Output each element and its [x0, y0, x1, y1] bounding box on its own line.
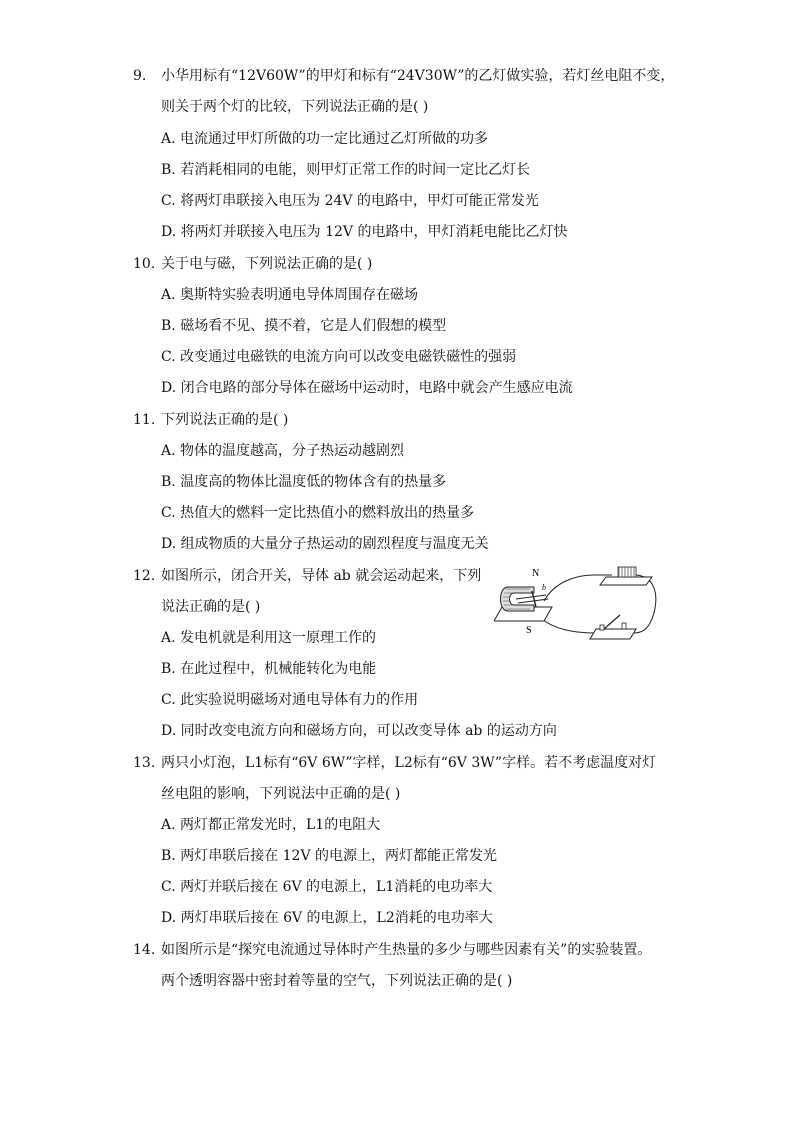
north-pole-label: N	[532, 568, 540, 579]
south-pole-label: S	[526, 625, 532, 636]
question-number: 14.	[133, 942, 156, 958]
question-number: 11.	[133, 412, 156, 428]
option-b: B. 在此过程中，机械能转化为电能	[161, 661, 377, 677]
option-c: C. 热值大的燃料一定比热值小的燃料放出的热量多	[161, 505, 475, 521]
question-stem-line: 如图所示，闭合开关，导体 ab 就会运动起来，下列	[161, 568, 482, 584]
question-stem-line: 两只小灯泡，L1标有“6V 6W”字样，L2标有“6V 3W”字样。若不考虑温度对灯	[161, 755, 657, 771]
option-b: B. 两灯串联后接在 12V 的电源上，两灯都能正常发光	[161, 848, 498, 864]
option-d: D. 闭合电路的部分导体在磁场中运动时，电路中就会产生感应电流	[161, 380, 573, 396]
option-a: A. 物体的温度越高，分子热运动越剧烈	[161, 443, 405, 459]
option-d: D. 同时改变电流方向和磁场方向，可以改变导体 ab 的运动方向	[161, 723, 557, 739]
option-b: B. 温度高的物体比温度低的物体含有的热量多	[161, 474, 447, 490]
question-stem-line: 说法正确的是( )	[161, 599, 261, 615]
question-number: 10.	[133, 256, 156, 272]
option-d: D. 组成物质的大量分子热运动的剧烈程度与温度无关	[161, 536, 489, 552]
question-stem-line: 两个透明容器中密封着等量的空气，下列说法正确的是( )	[161, 973, 513, 989]
question-stem-line: 小华用标有“12V60W”的甲灯和标有“24V30W”的乙灯做实验，若灯丝电阻不变，	[161, 68, 675, 84]
option-c: C. 此实验说明磁场对通电导体有力的作用	[161, 692, 419, 708]
option-c: C. 将两灯串联接入电压为 24V 的电路中，甲灯可能正常发光	[161, 193, 539, 209]
option-d: D. 将两灯并联接入电压为 12V 的电路中，甲灯消耗电能比乙灯快	[161, 224, 568, 240]
question-stem-line: 下列说法正确的是( )	[161, 412, 289, 428]
question-stem-line: 如图所示是“探究电流通过导体时产生热量的多少与哪些因素有关”的实验装置。	[161, 942, 652, 958]
option-d: D. 两灯串联后接在 6V 的电源上，L2消耗的电功率大	[161, 910, 493, 926]
option-c: C. 两灯并联后接在 6V 的电源上，L1消耗的电功率大	[161, 879, 493, 895]
question-number: 13.	[133, 755, 156, 771]
question-stem-line: 丝电阻的影响，下列说法中正确的是( )	[161, 786, 401, 802]
option-b: B. 磁场看不见、摸不着，它是人们假想的模型	[161, 318, 447, 334]
option-b: B. 若消耗相同的电能，则甲灯正常工作的时间一定比乙灯长	[161, 162, 531, 178]
option-a: A. 电流通过甲灯所做的功一定比通过乙灯所做的功多	[161, 131, 489, 147]
option-a: A. 奥斯特实验表明通电导体周围存在磁场	[161, 287, 419, 303]
motor-experiment-figure	[494, 563, 660, 645]
conductor-end-label: b	[542, 583, 546, 592]
option-a: A. 两灯都正常发光时，L1的电阻大	[161, 817, 381, 833]
option-a: A. 发电机就是利用这一原理工作的	[161, 630, 377, 646]
question-number: 12.	[133, 568, 156, 584]
question-stem-line: 则关于两个灯的比较，下列说法正确的是( )	[161, 99, 429, 115]
question-stem-line: 关于电与磁，下列说法正确的是( )	[161, 256, 373, 272]
option-c: C. 改变通过电磁铁的电流方向可以改变电磁铁磁性的强弱	[161, 349, 517, 365]
question-number: 9.	[133, 68, 147, 84]
